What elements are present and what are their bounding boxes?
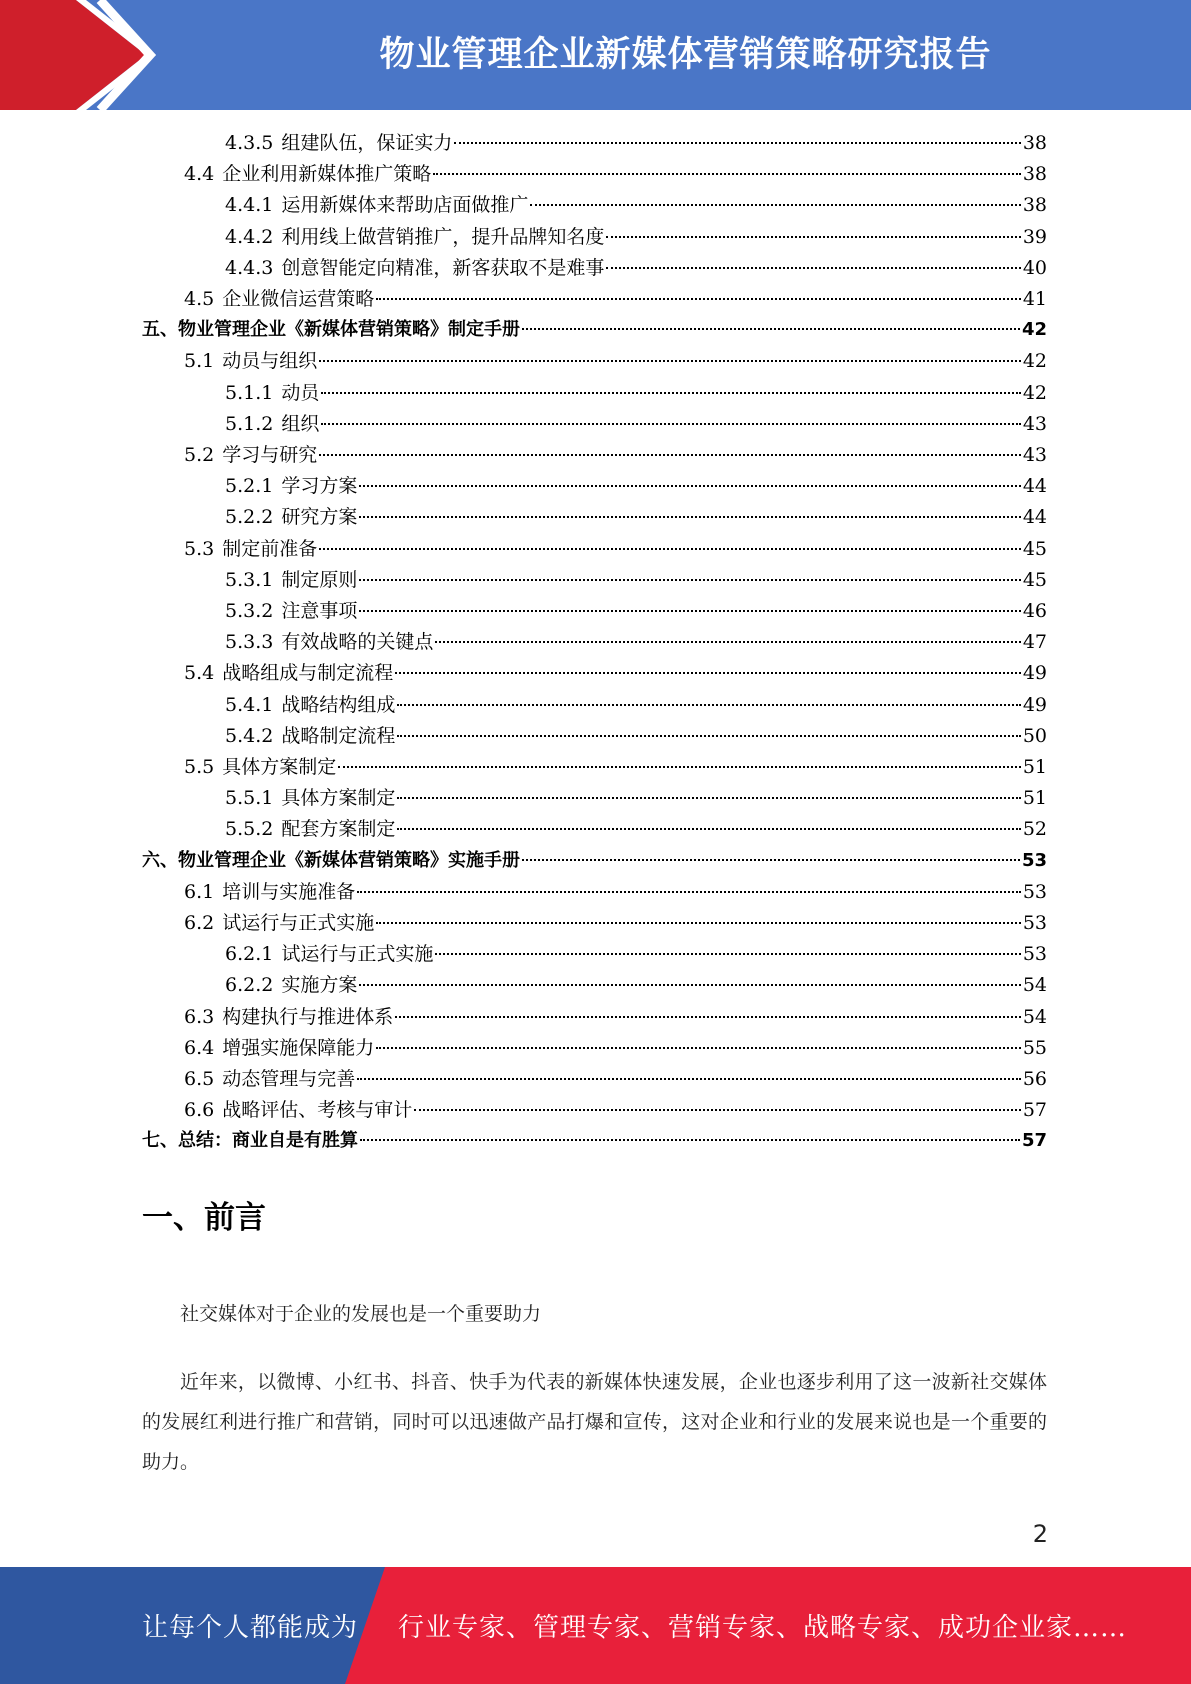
toc-entry-number: 5.3.2 (225, 600, 274, 622)
toc-entry-page: 51 (1022, 756, 1047, 778)
toc-entry-number: 5.4.2 (225, 724, 274, 747)
toc-entry[interactable] (225, 473, 1047, 499)
toc-entry-title: 运用新媒体来帮助店面做推广 (281, 194, 529, 217)
toc-entry-page: 42 (1021, 319, 1047, 341)
toc-entry-number: 6.2.2 (225, 974, 274, 997)
toc-entry-number: 5.5.2 (225, 818, 274, 841)
document-title: 物业管理企业新媒体营销策略研究报告 (379, 35, 992, 75)
toc-entry-title: 战略组成与制定流程 (222, 662, 394, 685)
toc-entry-page: 43 (1022, 444, 1047, 466)
toc-entry-page: 46 (1022, 600, 1047, 622)
toc-entry-page: 44 (1022, 475, 1047, 498)
toc-entry-number: 4.4.1 (225, 194, 274, 217)
toc-entry-number: 5.2 (184, 444, 215, 466)
toc-entry-title: 七、总结：商业自是有胜算 (142, 1130, 358, 1152)
toc-dot-leader (359, 516, 1020, 518)
toc-dot-leader (376, 922, 1021, 924)
toc-entry[interactable] (225, 255, 1047, 281)
toc-entry-page: 44 (1022, 506, 1047, 529)
toc-entry-number: 5.5 (184, 756, 215, 778)
section-heading: 一、前言 (142, 1200, 266, 1236)
toc-entry-page: 40 (1022, 256, 1047, 279)
toc-entry-page: 47 (1022, 631, 1047, 654)
toc-dot-leader (357, 1078, 1021, 1080)
toc-entry-number: 6.1 (184, 880, 215, 903)
toc-entry-title: 利用线上做营销推广，提升品牌知名度 (281, 225, 605, 248)
toc-dot-leader (359, 984, 1020, 986)
toc-entry-page: 38 (1022, 194, 1047, 217)
toc-entry-page: 52 (1022, 818, 1047, 841)
toc-entry[interactable] (184, 348, 1047, 374)
toc-entry-page: 49 (1022, 662, 1047, 685)
toc-entry[interactable] (184, 161, 1047, 187)
toc-dot-leader (397, 828, 1020, 830)
toc-entry-title: 战略结构组成 (281, 693, 396, 716)
toc-entry-number: 5.3.1 (225, 568, 274, 591)
toc-entry-title: 制定前准备 (222, 537, 318, 560)
toc-dot-leader (395, 672, 1021, 674)
toc-dot-leader (321, 423, 1020, 425)
toc-entry-page: 57 (1021, 1130, 1047, 1152)
toc-entry-title: 实施方案 (281, 974, 358, 997)
toc-entry[interactable] (225, 816, 1047, 842)
footer-slogan-left: 让每个人都能成为 (142, 1613, 359, 1643)
toc-entry[interactable] (225, 723, 1047, 749)
toc-dot-leader (319, 360, 1021, 362)
toc-entry[interactable] (184, 754, 1047, 780)
toc-entry[interactable] (225, 692, 1047, 718)
toc-entry[interactable] (225, 598, 1047, 624)
toc-dot-leader (522, 859, 1020, 861)
toc-entry[interactable] (184, 1066, 1047, 1092)
toc-entry[interactable] (184, 286, 1047, 312)
toc-entry[interactable] (225, 941, 1047, 967)
toc-dot-leader (397, 735, 1020, 737)
toc-entry-title: 学习方案 (281, 475, 358, 498)
toc-entry-title: 制定原则 (281, 568, 358, 591)
toc-entry-number: 6.2 (184, 912, 215, 934)
paragraph-intro: 社交媒体对于企业的发展也是一个重要助力 (180, 1303, 542, 1325)
toc-entry-page: 49 (1022, 693, 1047, 716)
header-banner (0, 0, 1191, 110)
toc-entry-page: 51 (1022, 787, 1047, 810)
toc-entry-page: 55 (1022, 1036, 1047, 1059)
toc-entry-page: 54 (1022, 974, 1047, 997)
toc-entry-number: 5.5.1 (225, 787, 274, 810)
toc-entry-number: 4.5 (184, 288, 215, 310)
toc-dot-leader (606, 267, 1020, 269)
toc-entry-number: 5.1.2 (225, 412, 274, 435)
toc-entry-number: 4.4 (184, 163, 215, 186)
toc-dot-leader (359, 485, 1020, 487)
toc-entry[interactable] (225, 380, 1047, 406)
toc-entry-title: 创意智能定向精准，新客获取不是难事 (281, 256, 605, 279)
toc-entry-title: 研究方案 (281, 506, 358, 529)
toc-entry-page: 39 (1022, 225, 1047, 248)
toc-entry-page: 42 (1022, 350, 1047, 373)
toc-entry[interactable] (225, 972, 1047, 998)
toc-entry-title: 具体方案制定 (222, 756, 337, 778)
toc-entry-number: 5.3.3 (225, 631, 274, 654)
toc-entry-number: 6.5 (184, 1068, 215, 1090)
toc-entry-title: 动员 (281, 381, 320, 404)
toc-entry-number: 4.4.2 (225, 225, 274, 248)
toc-entry[interactable] (225, 192, 1047, 218)
toc-entry-title: 具体方案制定 (281, 787, 396, 810)
toc-dot-leader (319, 548, 1021, 550)
toc-entry-title: 试运行与正式实施 (281, 943, 434, 966)
toc-dot-leader (338, 766, 1021, 768)
toc-entry[interactable] (184, 442, 1047, 468)
toc-entry-title: 战略制定流程 (281, 724, 396, 747)
toc-dot-leader (414, 1109, 1021, 1111)
toc-entry-title: 动态管理与完善 (222, 1068, 356, 1090)
toc-entry-page: 38 (1022, 163, 1047, 186)
toc-entry[interactable] (142, 848, 1047, 874)
toc-entry-page: 38 (1022, 132, 1047, 154)
toc-entry-page: 56 (1022, 1068, 1047, 1090)
toc-entry-title: 增强实施保障能力 (222, 1036, 375, 1059)
toc-entry[interactable] (184, 660, 1047, 686)
toc-dot-leader (435, 953, 1020, 955)
toc-entry[interactable] (184, 879, 1047, 905)
toc-entry[interactable] (184, 1004, 1047, 1030)
toc-entry-title: 企业微信运营策略 (222, 288, 375, 310)
toc-dot-leader (321, 392, 1020, 394)
toc-entry-page: 42 (1022, 381, 1047, 404)
toc-dot-leader (360, 1139, 1020, 1141)
page-number: 2 (1032, 1520, 1048, 1548)
toc-entry-page: 50 (1022, 724, 1047, 747)
toc-entry-title: 配套方案制定 (281, 818, 396, 841)
toc-entry-title: 学习与研究 (222, 444, 318, 466)
toc-entry[interactable] (184, 1035, 1047, 1061)
paragraph-body: 近年来，以微博、小红书、抖音、快手为代表的新媒体快速发展，企业也逐步利用了这一波新社交媒体的发展红利进行推广和营销，同时可以迅速做产品打爆和宣传，这对企业和行业的发展来说也是一个重要的助力。 (142, 1371, 1047, 1473)
toc-entry-title: 企业利用新媒体推广策略 (222, 163, 432, 186)
toc-entry-number: 5.2.2 (225, 506, 274, 529)
toc-entry[interactable] (184, 1097, 1047, 1123)
toc-entry-page: 54 (1022, 1005, 1047, 1028)
toc-entry-page: 43 (1022, 412, 1047, 435)
footer-banner (0, 1567, 1191, 1684)
toc-dot-leader (606, 236, 1020, 238)
toc-dot-leader (319, 454, 1021, 456)
toc-entry-number: 4.4.3 (225, 256, 274, 279)
toc-entry-number: 6.6 (184, 1099, 215, 1122)
toc-entry-number: 5.2.1 (225, 475, 274, 498)
toc-entry-number: 4.3.5 (225, 132, 274, 154)
toc-entry-page: 57 (1022, 1099, 1047, 1122)
toc-dot-leader (397, 797, 1020, 799)
toc-entry[interactable] (225, 411, 1047, 437)
toc-dot-leader (433, 173, 1021, 175)
toc-entry[interactable] (225, 567, 1047, 593)
toc-entry-number: 6.3 (184, 1005, 215, 1028)
toc-entry-page: 45 (1022, 537, 1047, 560)
toc-dot-leader (359, 610, 1020, 612)
toc-entry-page: 53 (1021, 849, 1047, 871)
toc-entry[interactable] (184, 536, 1047, 562)
toc-entry[interactable] (142, 317, 1047, 343)
toc-entry-page: 41 (1022, 288, 1047, 310)
toc-entry-title: 试运行与正式实施 (222, 912, 375, 934)
toc-entry-number: 5.1.1 (225, 381, 274, 404)
toc-dot-leader (395, 1016, 1021, 1018)
toc-dot-leader (376, 298, 1021, 300)
toc-entry[interactable] (225, 224, 1047, 250)
toc-entry-title: 构建执行与推进体系 (222, 1005, 394, 1028)
toc-dot-leader (357, 891, 1021, 893)
toc-entry-number: 6.2.1 (225, 943, 274, 966)
toc-entry-title: 培训与实施准备 (222, 880, 356, 903)
toc-dot-leader (435, 641, 1020, 643)
toc-entry-title: 组织 (281, 412, 320, 435)
toc-entry-page: 53 (1022, 880, 1047, 903)
toc-entry-page: 53 (1022, 943, 1047, 966)
toc-entry-title: 战略评估、考核与审计 (222, 1099, 413, 1122)
toc-dot-leader (397, 704, 1020, 706)
toc-entry-title: 有效战略的关键点 (281, 631, 434, 654)
toc-entry-number: 5.3 (184, 537, 215, 560)
footer-slogan-right: 行业专家、管理专家、营销专家、战略专家、成功企业家…… (398, 1613, 1128, 1643)
toc-dot-leader (454, 142, 1020, 144)
toc-entry-title: 五、物业管理企业《新媒体营销策略》制定手册 (142, 319, 520, 341)
toc-dot-leader (376, 1047, 1021, 1049)
toc-entry-page: 53 (1022, 912, 1047, 934)
toc-entry[interactable] (225, 504, 1047, 530)
toc-entry-title: 注意事项 (281, 600, 358, 622)
toc-entry[interactable] (225, 785, 1047, 811)
toc-entry-number: 5.4.1 (225, 693, 274, 716)
toc-entry-number: 5.4 (184, 662, 215, 685)
toc-entry-number: 6.4 (184, 1036, 215, 1059)
toc-entry-title: 动员与组织 (222, 350, 318, 373)
toc-dot-leader (359, 579, 1020, 581)
toc-entry[interactable] (225, 130, 1047, 156)
toc-entry[interactable] (184, 910, 1047, 936)
toc-entry-page: 45 (1022, 568, 1047, 591)
toc-dot-leader (530, 204, 1020, 206)
toc-entry-number: 5.1 (184, 350, 215, 373)
toc-entry[interactable] (225, 629, 1047, 655)
toc-entry-title: 组建队伍，保证实力 (281, 132, 453, 154)
toc-entry-title: 六、物业管理企业《新媒体营销策略》实施手册 (142, 849, 520, 871)
toc-entry[interactable] (142, 1128, 1047, 1154)
toc-dot-leader (522, 328, 1020, 330)
